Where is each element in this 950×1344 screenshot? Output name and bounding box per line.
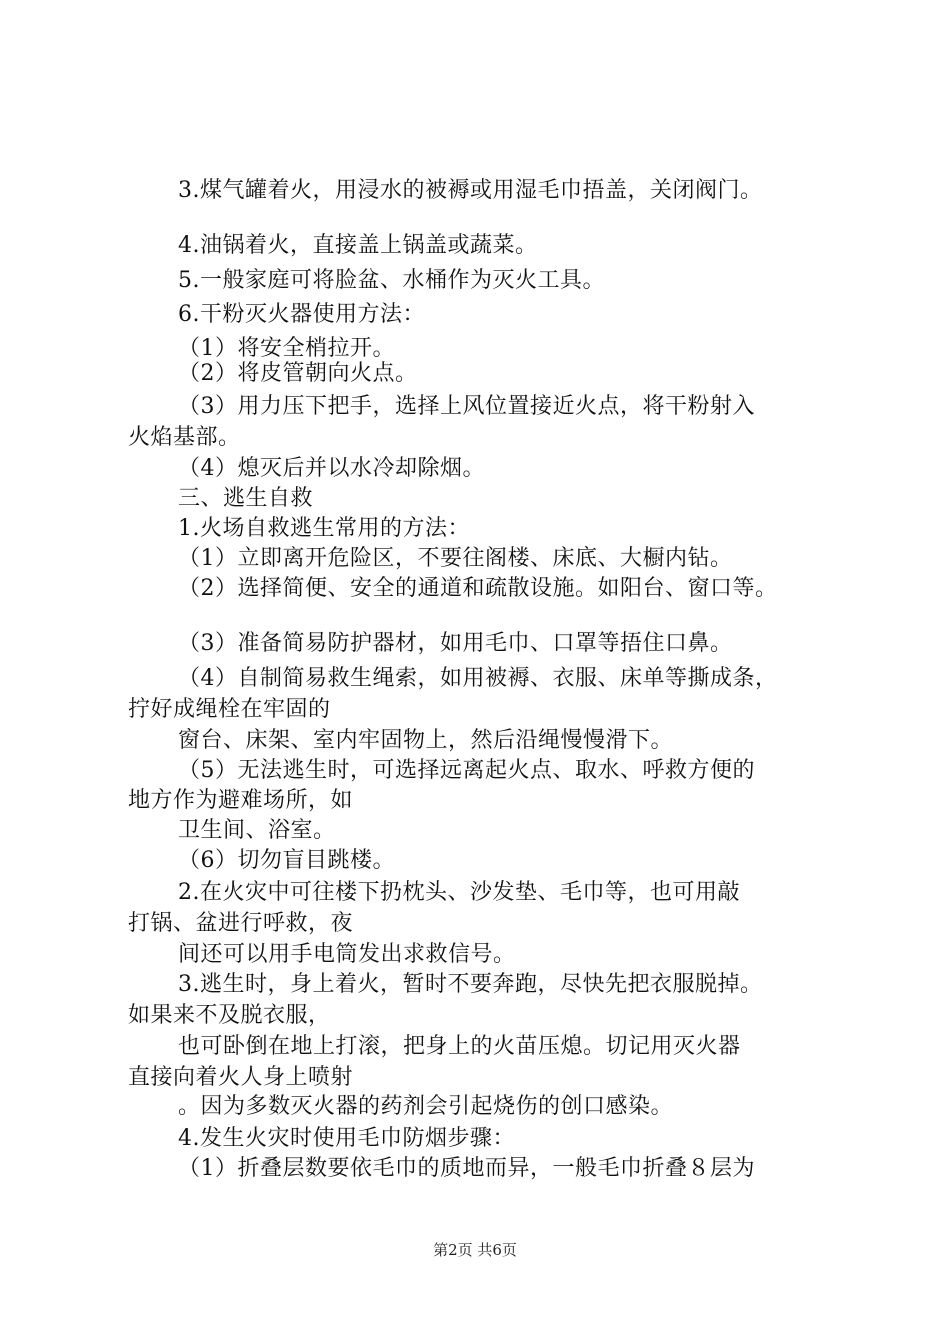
text-line: 3.逃生时，身上着火，暂时不要奔跑，尽快先把衣服脱掉。 xyxy=(178,972,763,997)
text-line: 2.在火灾中可往楼下扔枕头、沙发垫、毛巾等，也可用敲 xyxy=(178,880,740,905)
text-line: （1）将安全梢拉开。 xyxy=(178,336,395,361)
text-line: （2）选择简便、安全的通道和疏散设施。如阳台、窗口等。 xyxy=(178,576,778,601)
text-line: （3）准备简易防护器材，如用毛巾、口罩等捂住口鼻。 xyxy=(178,631,733,656)
text-line: （6）切勿盲目跳楼。 xyxy=(178,848,395,873)
text-line: （1）立即离开危险区，不要往阁楼、床底、大橱内钻。 xyxy=(178,546,733,571)
text-line: 。因为多数灭火器的药剂会引起烧伤的创口感染。 xyxy=(178,1094,674,1119)
text-line: 如果来不及脱衣服， xyxy=(128,1003,331,1028)
text-line: 窗台、床架、室内牢固物上，然后沿绳慢慢滑下。 xyxy=(178,728,674,753)
page-number-footer: 第2页 共6页 xyxy=(433,1241,517,1259)
text-line: （2）将皮管朝向火点。 xyxy=(178,361,418,386)
text-line: 6.干粉灭火器使用方法： xyxy=(178,302,425,327)
text-line: （4）熄灭后并以水冷却除烟。 xyxy=(178,456,485,481)
text-line: （4）自制简易救生绳索，如用被褥、衣服、床单等撕成条， xyxy=(178,666,778,691)
text-line: 1.火场自救逃生常用的方法： xyxy=(178,516,470,541)
section-heading: 三、逃生自救 xyxy=(178,486,314,511)
text-line: 5.一般家庭可将脸盆、水桶作为灭火工具。 xyxy=(178,268,605,293)
text-line: （5）无法逃生时，可选择远离起火点、取水、呼救方便的 xyxy=(178,758,755,783)
text-line: 拧好成绳栓在牢固的 xyxy=(128,697,331,722)
text-line: 3.煤气罐着火，用浸水的被褥或用湿毛巾捂盖，关闭阀门。 xyxy=(178,178,763,203)
text-line: 也可卧倒在地上打滚，把身上的火苗压熄。切记用灭火器 xyxy=(178,1034,741,1059)
text-line: 直接向着火人身上喷射 xyxy=(128,1065,354,1090)
text-line: 打锅、盆进行呼救，夜 xyxy=(128,911,354,936)
text-line: 地方作为避难场所，如 xyxy=(128,788,354,813)
text-line: 卫生间、浴室。 xyxy=(178,818,336,843)
text-line: （3）用力压下把手，选择上风位置接近火点，将干粉射入 xyxy=(178,394,755,419)
text-line: 火焰基部。 xyxy=(128,425,241,450)
text-line: （1）折叠层数要依毛巾的质地而异，一般毛巾折叠８层为 xyxy=(178,1156,755,1181)
text-line: 4.发生火灾时使用毛巾防烟步骤： xyxy=(178,1126,515,1151)
text-line: 4.油锅着火，直接盖上锅盖或蔬菜。 xyxy=(178,233,538,258)
text-line: 间还可以用手电筒发出求救信号。 xyxy=(178,942,516,967)
